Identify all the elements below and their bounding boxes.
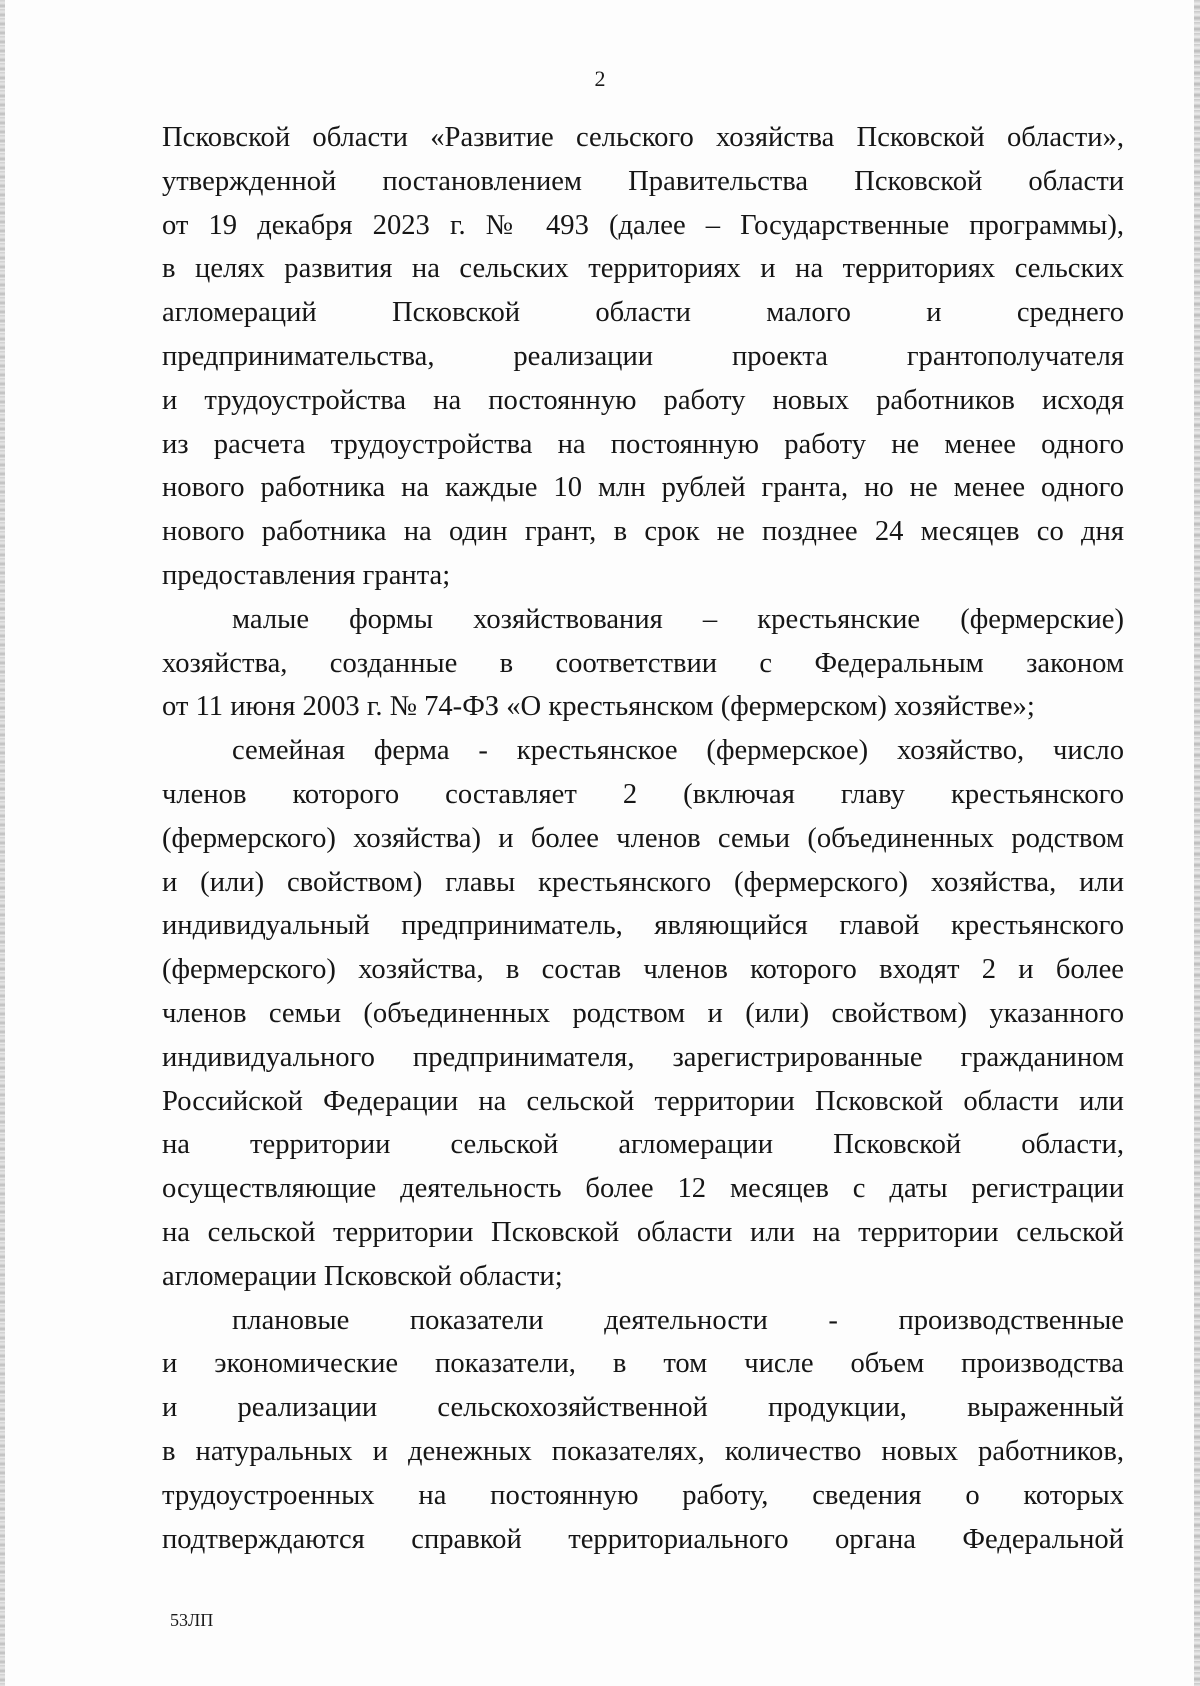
text-line: и (или) свойством) главы крестьянского (фермерского) хозяйства, или [162, 866, 1124, 898]
text-line: членов семьи (объединенных родством и (или) свойством) указанного [162, 997, 1124, 1029]
text-line: членов которого составляет 2 (включая главу крестьянского [162, 778, 1124, 810]
text-line: и реализации сельскохозяйственной продукции, выраженный [162, 1392, 1124, 1424]
text-line: предоставления гранта; [162, 559, 451, 591]
text-line: от 19 декабря 2023 г. № 493 (далее – Государственные программы), [162, 209, 1124, 241]
text-line: агломерации Псковской области; [162, 1260, 563, 1292]
text-line: нового работника на один грант, в срок не позднее 24 месяцев со дня [162, 516, 1124, 548]
text-line: трудоустроенных на постоянную работу, сведения о которых [162, 1479, 1124, 1511]
text-line: и экономические показатели, в том числе объем производства [162, 1348, 1124, 1380]
text-line: от 11 июня 2003 г. № 74-ФЗ «О крестьянском (фермерском) хозяйстве»; [162, 691, 1035, 723]
scan-edge-left [0, 0, 5, 1686]
text-line: семейная ферма - крестьянское (фермерское) хозяйство, число [232, 735, 1124, 767]
text-line: Псковской области «Развитие сельского хозяйства Псковской области», [162, 122, 1124, 153]
text-line: агломераций Псковской области малого и среднего [162, 297, 1124, 329]
text-line: предпринимательства, реализации проекта грантополучателя [162, 340, 1124, 372]
text-line: индивидуальный предприниматель, являющийся главой крестьянского [162, 910, 1124, 942]
text-line: (фермерского) хозяйства, в состав членов которого входят 2 и более [162, 954, 1124, 986]
text-line: малые формы хозяйствования – крестьянские (фермерские) [232, 603, 1124, 635]
page-number: 2 [594, 66, 606, 91]
text-line: индивидуального предпринимателя, зарегистрированные гражданином [162, 1041, 1124, 1073]
text-line: плановые показатели деятельности - производственные [232, 1304, 1124, 1336]
text-line: и трудоустройства на постоянную работу новых работников исходя [162, 384, 1124, 416]
text-line: на территории сельской агломерации Псковской области, [162, 1129, 1124, 1161]
text-line: Российской Федерации на сельской территории Псковской области или [162, 1085, 1124, 1117]
text-line: осуществляющие деятельность более 12 месяцев с даты регистрации [162, 1173, 1124, 1205]
document-body [162, 116, 1124, 1561]
text-line: в натуральных и денежных показателях, количество новых работников, [162, 1435, 1124, 1467]
text-line: подтверждаются справкой территориального органа Федеральной [162, 1523, 1124, 1555]
text-line: нового работника на каждые 10 млн рублей гранта, но не менее одного [162, 472, 1124, 504]
text-line: утвержденной постановлением Правительства Псковской области [162, 165, 1124, 197]
text-line: в целях развития на сельских территориях и на территориях сельских [162, 253, 1124, 285]
text-line: (фермерского) хозяйства) и более членов семьи (объединенных родством [162, 822, 1124, 854]
scan-edge-right [1194, 0, 1200, 1686]
footer-document-code: 53ЛП [170, 1610, 214, 1630]
text-line: на сельской территории Псковской области или на территории сельской [162, 1216, 1124, 1248]
text-line: из расчета трудоустройства на постоянную работу не менее одного [162, 428, 1124, 460]
text-line: хозяйства, созданные в соответствии с Федеральным законом [162, 647, 1124, 679]
